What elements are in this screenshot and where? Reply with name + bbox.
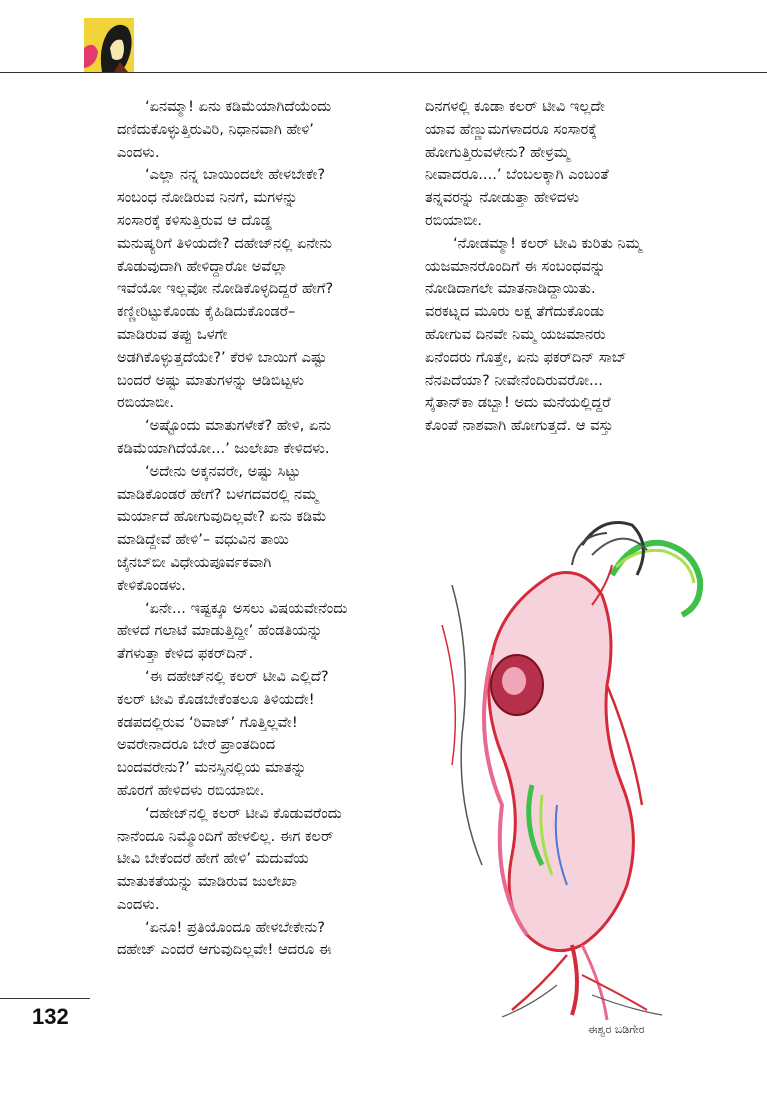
header-rule bbox=[0, 72, 767, 73]
text-line: ಹೋಗುವ ದಿನವೇ ನಿಮ್ಮ ಯಜಮಾನರು bbox=[425, 325, 606, 343]
text-line: ಮಾಡಿರುವ ತಪ್ಪು ಒಳಗೇ bbox=[117, 325, 228, 343]
text-line: ‘ಏನಮ್ಮಾ! ಏನು ಕಡಿಮೆಯಾಗಿದೆಯೆಂದು bbox=[145, 98, 332, 115]
text-line: ರಬಿಯಾಬೀ. bbox=[117, 394, 174, 412]
text-column-left bbox=[117, 96, 400, 962]
text-line: ವರಕಟ್ನದ ಮೂರು ಲಕ್ಷ ತೆಗೆದುಕೊಂಡು bbox=[425, 303, 605, 321]
text-line: ಅಡಗಿಕೊಳ್ಳುತ್ತದೆಯೇ?’ ಕೆರಳಿ ಬಾಯಿಗೆ ಎಷ್ಟು bbox=[117, 348, 327, 366]
text-line: ಟೀವಿ ಬೇಕೆಂದರೆ ಹೇಗೆ ಹೇಳಿ’ ಮದುವೆಯ bbox=[117, 850, 309, 868]
text-line: ಯಾವ ಹೆಣ್ಣುಮಗಳಾದರೂ ಸಂಸಾರಕ್ಕೆ bbox=[425, 120, 597, 138]
text-line: ‘ಅದೇನು ಅಕ್ಕನವರೇ, ಅಷ್ಟು ಸಿಟ್ಟು bbox=[145, 462, 301, 480]
magazine-logo-icon bbox=[84, 18, 134, 72]
page-number: 132 bbox=[32, 1004, 69, 1029]
text-line: ಸಂಸಾರಕ್ಕೆ ಕಳಿಸುತ್ತಿರುವ ಆ ದೊಡ್ಡ bbox=[117, 211, 272, 229]
text-line: ಏನೆಂದರು ಗೊತ್ತೇ, ಏನು ಫಕರ್‌ದಿನ್ ಸಾಬ್ bbox=[425, 348, 627, 366]
text-line: ಕೊಡುವುದಾಗಿ ಹೇಳಿದ್ದಾರೋ ಅವೆಲ್ಲಾ bbox=[117, 257, 288, 275]
text-line: ಕಡಿಮೆಯಾಗಿದೆಯೋ...’ ಜುಲೇಖಾ ಕೇಳಿದಳು. bbox=[117, 439, 330, 457]
text-line: ದಹೇಜ್ ಎಂದರೆ ಆಗುವುದಿಲ್ಲವೇ! ಆದರೂ ಈ bbox=[117, 941, 332, 959]
text-line: ತೆಗಳುತ್ತಾ ಕೇಳಿದ ಫಕರ್‌ದಿನ್. bbox=[117, 645, 254, 663]
text-line: ನೆನಪಿದೆಯಾ? ನೀವೇನೆಂದಿರುವರೋ... bbox=[425, 371, 603, 389]
text-line: ಬಂದರೆ ಅಷ್ಟು ಮಾತುಗಳನ್ನು ಆಡಿಬಿಟ್ಟಳು bbox=[117, 371, 304, 389]
text-line: ಕೇಳಿಕೊಂಡಳು. bbox=[117, 576, 186, 594]
text-line: ತನ್ನವರನ್ನು ನೋಡುತ್ತಾ ಹೇಳಿದಳು bbox=[425, 189, 580, 207]
text-line: ಮಾಡಿಕೊಂಡರೆ ಹೇಗೆ? ಬಳಗದವರಲ್ಲಿ ನಮ್ಮ bbox=[117, 485, 319, 503]
text-line: ದಿನಗಳಲ್ಲಿ ಕೂಡಾ ಕಲರ್ ಟೀವಿ ಇಲ್ಲದೇ bbox=[425, 98, 605, 115]
text-line: ಮನುಷ್ಯರಿಗೆ ತಿಳಿಯದೇ? ದಹೇಜ್‌ನಲ್ಲಿ ಏನೇನು bbox=[117, 234, 333, 252]
text-line: ಹೋಗುತ್ತಿರುವಳೇನು? ಹೇಳ್ರಮ್ಮ bbox=[425, 143, 570, 161]
text-line: ಎಂದಳು. bbox=[117, 895, 160, 913]
text-line: ‘ಈ ದಹೇಜ್‌ನಲ್ಲಿ ಕಲರ್ ಟೀವಿ ಎಲ್ಲಿದೆ? bbox=[145, 667, 329, 685]
text-line: ನೀವಾದರೂ....’ ಬೆಂಬಲಕ್ಕಾಗಿ ಎಂಬಂತೆ bbox=[425, 166, 609, 184]
text-line: ಕಡಪದಲ್ಲಿರುವ ‘ರಿವಾಜ್’ ಗೊತ್ತಿಲ್ಲವೇ! bbox=[117, 713, 298, 731]
text-line: ‘ಏನೇ... ಇಷ್ಟಕ್ಕೂ ಅಸಲು ವಿಷಯವೇನೆಂದು bbox=[145, 599, 348, 617]
illustration-credit: ಈಶ್ವರ ಬಡಿಗೇರ bbox=[588, 1023, 645, 1036]
text-line: ರಬಿಯಾಬೀ. bbox=[425, 211, 482, 229]
text-line: ‘ನೋಡಮ್ಮಾ! ಕಲರ್ ಟೀವಿ ಕುರಿತು ನಿಮ್ಮ bbox=[453, 234, 642, 252]
text-line: ಮರ್ಯಾದೆ ಹೋಗುವುದಿಲ್ಲವೇ? ಏನು ಕಡಿಮೆ bbox=[117, 508, 327, 526]
text-line: ಮಾತುಕತೆಯನ್ನು ಮಾಡಿರುವ ಜುಲೇಖಾ bbox=[117, 873, 297, 891]
illustration-figure bbox=[432, 505, 732, 1027]
text-line: ‘ಎಲ್ಲಾ ನನ್ನ ಬಾಯಿಂದಲೇ ಹೇಳಬೇಕೇ? bbox=[145, 166, 326, 184]
text-line: ಕಲರ್ ಟೀವಿ ಕೊಡಬೇಕೆಂತಲೂ ತಿಳಿಯದೇ! bbox=[117, 690, 315, 708]
text-line: ‘ದಹೇಜ್‌ನಲ್ಲಿ ಕಲರ್ ಟೀವಿ ಕೊಡುವರೆಂದು bbox=[145, 804, 342, 822]
text-line: ಎಂದಳು. bbox=[117, 143, 160, 161]
text-line: ‘ಅಷ್ಟೊಂದು ಮಾತುಗಳೇಕೆ? ಹೇಳಿ, ಏನು bbox=[145, 417, 332, 435]
text-line: ದಣಿದುಕೊಳ್ಳುತ್ತಿರುವಿರಿ, ನಿಧಾನವಾಗಿ ಹೇಳಿ’ bbox=[117, 120, 314, 138]
text-line: ಮಾಡಿದ್ದೇವೆ ಹೇಳಿ’– ವಧುವಿನ ತಾಯಿ bbox=[117, 531, 289, 549]
text-line: ನಾನೆಂದೂ ನಿಮ್ಮೊಂದಿಗೆ ಹೇಳಲಿಲ್ಲ. ಈಗ ಕಲರ್ bbox=[117, 827, 334, 845]
text-line: ಕಣ್ಣೀರಿಟ್ಟುಕೊಂಡು ಕೈಹಿಡಿದುಕೊಂಡರೆ– bbox=[117, 303, 296, 321]
footer-rule bbox=[0, 998, 90, 999]
text-line: ನೋಡಿದಾಗಲೇ ಮಾತನಾಡಿದ್ದಾಯಿತು. bbox=[425, 280, 596, 298]
text-column-right bbox=[425, 96, 711, 438]
text-line: ಬಂದವರೇನು?’ ಮನಸ್ಸಿನಲ್ಲಿಯ ಮಾತನ್ನು bbox=[117, 759, 307, 777]
text-line: ಇವೆಯೋ ಇಲ್ಲವೋ ನೋಡಿಕೊಳ್ಳದಿದ್ದರೆ ಹೇಗೆ? bbox=[117, 280, 334, 298]
text-line: ಹೊರಗೆ ಹೇಳಿದಳು ರಬಿಯಾಬೀ. bbox=[117, 781, 265, 799]
text-line: ಸೈತಾನ್‌ಕಾ ಡಬ್ಬಾ! ಅದು ಮನೆಯಲ್ಲಿದ್ದರೆ bbox=[425, 394, 611, 412]
text-line: ಹೇಳದೆ ಗಲಾಟೆ ಮಾಡುತ್ತಿದ್ದೀ’ ಹೆಂಡತಿಯನ್ನು bbox=[117, 622, 323, 640]
text-line: ಕೊಂಪೆ ನಾಶವಾಗಿ ಹೋಗುತ್ತದೆ. ಆ ವಸ್ತು bbox=[425, 417, 614, 435]
text-line: ಸಂಬಂಧ ನೋಡಿರುವ ನಿನಗೆ, ಮಗಳನ್ನು bbox=[117, 189, 298, 207]
text-line: ‘ಏನೂ! ಪ್ರತಿಯೊಂದೂ ಹೇಳಬೇಕೇನು? bbox=[145, 918, 326, 936]
text-line: ಅವರೇನಾದರೂ ಬೇರೆ ಪ್ರಾಂತದಿಂದ bbox=[117, 736, 276, 754]
text-line: ಜೈನಬ್‌ಬೀ ವಿಧೇಯಪೂರ್ವಕವಾಗಿ bbox=[117, 553, 272, 571]
text-line: ಯಜಮಾನರೊಂದಿಗೆ ಈ ಸಂಬಂಧವನ್ನು bbox=[425, 257, 606, 275]
